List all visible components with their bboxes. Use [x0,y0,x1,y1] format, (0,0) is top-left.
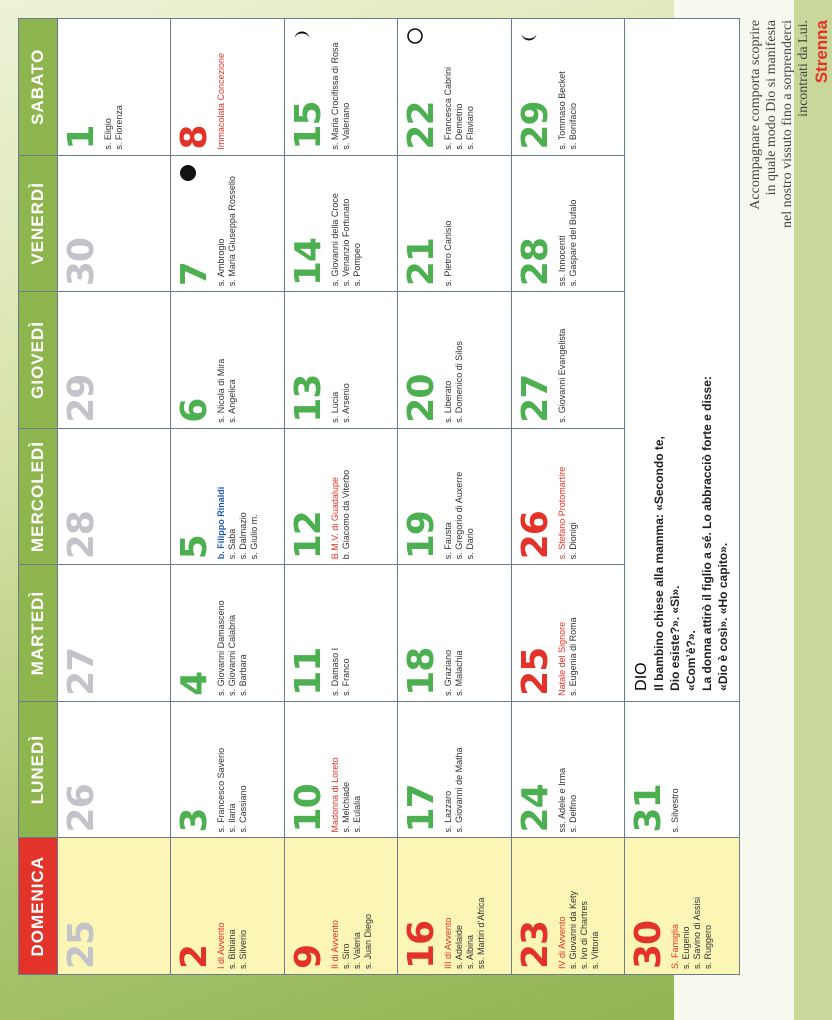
saint-name: Immacolata Concezione [216,53,227,150]
day-cell [58,292,170,428]
day-number: 12 [287,511,329,560]
saint-name: s. Flaviano [465,106,476,150]
day-cell [398,838,510,974]
saints-list [216,434,260,560]
day-cell [398,19,510,155]
saint-name: b. Filippo Rinaldi [216,486,227,560]
moon-new-icon [179,164,197,182]
day-number: 24 [514,784,556,833]
saints-list [443,707,465,833]
saint-name: II di Avvento [329,920,340,969]
saint-name: s. Valeriano [340,102,351,150]
day-cell [512,702,624,838]
saint-name: s. Tommaso Becket [556,71,567,150]
saint-name: Madonna di Loreto [329,757,340,833]
day-number: 2 [174,944,216,969]
day-number: 27 [514,374,556,423]
day-header: MARTEDÌ [19,565,57,701]
day-cell [625,838,739,974]
story-line: «Dio è così». «Ho capito». [716,542,730,691]
day-cell [171,156,283,292]
day-number: 11 [287,647,329,696]
strenna-line: incontrati da Lui. [796,20,811,117]
saints-list [216,24,227,150]
saints-list [216,707,249,833]
saint-name: s. Graziano [443,649,454,696]
story-box [625,19,739,701]
strenna-label: Strenna [812,20,831,84]
day-number: 8 [174,125,216,150]
saint-name: s. Eulalia [351,795,362,833]
day-header: GIOVEDÌ [19,292,57,428]
saint-name: s. Stefano Protomartire [556,466,567,560]
moon-first-icon [293,27,311,45]
day-number: 3 [174,808,216,833]
saint-name: III di Avvento [443,917,454,969]
saints-list [330,707,363,833]
day-cell [398,429,510,565]
saints-list [443,24,476,150]
saint-name: s. Giovanni Calabria [227,614,238,696]
day-cell [285,156,397,292]
saints-list [216,161,238,287]
day-number: 28 [61,511,102,560]
saint-name: Natale del Signore [556,621,567,696]
saint-name: s. Gaspare del Bufalo [567,199,578,287]
saints-list [557,24,579,150]
story-line: Il bambino chiese alla mamma: «Secondo te, [652,436,666,691]
day-number: 13 [287,374,329,423]
saint-name: s. Cassiano [238,785,249,833]
saint-name: s. Siro [340,943,351,969]
day-cell [285,19,397,155]
saints-list [557,434,579,560]
day-cell [58,156,170,292]
saints-list [330,161,363,287]
saint-name: s. Pietro Canisio [443,220,454,287]
saint-name: s. Demetrio [454,103,465,150]
day-number: 31 [628,784,669,833]
day-cell [625,702,739,838]
saints-list [670,707,681,833]
saint-name: s. Lucia [329,391,340,423]
moon-last-icon [520,27,538,45]
saint-name: s. Liberato [443,380,454,423]
day-number: 23 [514,920,556,969]
saint-name: s. Malachia [454,650,465,696]
saints-list [443,434,476,560]
saint-name: s. Adelaide [454,924,465,969]
day-number: 5 [174,535,216,560]
day-number: 25 [61,920,102,969]
saint-name: s. Melchiade [340,781,351,833]
day-number: 25 [514,647,556,696]
saint-name: s. Bibiana [227,929,238,969]
day-number: 18 [401,647,443,696]
saint-name: s. Franco [340,658,351,696]
day-cell [512,156,624,292]
day-header: MERCOLEDÌ [19,429,57,565]
saint-name: s. Giulio m. [249,514,260,560]
day-cell [58,702,170,838]
saints-list [330,24,352,150]
saints-list [330,843,374,969]
saints-list [443,843,487,969]
saint-name: s. Maria Crocifissa di Rosa [329,42,340,150]
moon-full-icon [406,27,424,45]
saint-name: s. Albina [465,934,476,969]
day-cell [285,429,397,565]
day-number: 29 [61,374,102,423]
day-cell [171,19,283,155]
day-cell [171,429,283,565]
saints-list [443,297,465,423]
day-cell [58,565,170,701]
day-cell [398,565,510,701]
day-number: 20 [401,374,443,423]
day-header: DOMENICA [19,838,57,974]
saints-list [557,297,568,423]
strenna-box [748,20,831,975]
day-number: 16 [401,920,443,969]
saint-name: s. Silvestro [670,788,680,833]
day-number: 6 [174,398,216,423]
day-cell [398,702,510,838]
story-title: DIO [633,662,650,691]
saint-name: s. Fausta [443,522,454,560]
saint-name: s. Venanzio Fortunato [340,198,351,287]
saint-name: s. Domenico di Silos [454,341,465,423]
saint-name: s. Ivo di Chartres [578,900,589,969]
day-cell [512,429,624,565]
day-cell [285,838,397,974]
saints-list [557,161,579,287]
saint-name: s. Maria Giuseppa Rossello [227,176,238,287]
day-header: LUNEDÌ [19,702,57,838]
saint-name: ss. Innocenti [556,235,567,287]
saints-list [330,570,352,696]
day-number: 28 [514,238,556,287]
saint-name: s. Ambrogio [216,238,227,287]
strenna-line: Accompagnare comporta scoprire [748,20,763,210]
day-cell [512,19,624,155]
saints-list [216,570,249,696]
saints-list [216,843,249,969]
day-cell [285,702,397,838]
day-cell [398,292,510,428]
saint-name: s. Pompeo [351,243,362,287]
saints-list [557,570,579,696]
day-number: 1 [61,125,102,150]
saints-list [557,707,579,833]
saint-name: ss. Adele e Irma [556,767,567,833]
saint-name: s. Fiorenza [114,105,124,150]
day-cell [512,565,624,701]
day-number: 26 [514,511,556,560]
day-number: 19 [401,511,443,560]
saint-name: s. Eugenio [681,926,691,969]
saints-list [443,570,465,696]
day-number: 15 [287,101,329,150]
saint-name: s. Eugenia di Roma [567,617,578,696]
day-cell [58,19,170,155]
saint-name: s. Ruggero [703,924,713,969]
day-number: 30 [61,238,102,287]
saint-name: s. Giovanni da Kety [567,890,578,969]
saint-name: s. Giovanni Damasceno [216,600,227,696]
saints-list [557,843,601,969]
day-number: 27 [61,647,102,696]
strenna-line: nel nostro vissuto fino a sorprenderci [780,20,795,229]
saint-name: s. Eligio [103,118,113,150]
saint-name: s. Arsenio [340,383,351,423]
saint-name: s. Vittoria [589,931,600,969]
story-line: Dio esiste?». «Sì». [668,585,682,691]
day-cell [512,838,624,974]
day-cell [171,565,283,701]
day-number: 30 [628,920,669,969]
story-line: La donna attirò il figlio a sé. Lo abbracciò forte e disse: [700,376,714,691]
saints-list [330,434,352,560]
saint-name: s. Damaso I [329,647,340,696]
day-number: 9 [287,944,329,969]
saint-name: s. Giovanni della Croce [329,193,340,287]
day-number: 17 [401,784,443,833]
day-number: 10 [287,784,329,833]
day-number: 29 [514,101,556,150]
day-cell [512,292,624,428]
saint-name: s. Dario [465,528,476,560]
saint-name: s. Dionigi [567,522,578,560]
saints-list [670,843,714,969]
saint-name: s. Delfino [567,794,578,833]
saint-name: s. Francesco Saverio [216,747,227,833]
day-cell [285,565,397,701]
saint-name: I di Avvento [216,922,227,969]
saints-list [216,297,238,423]
saint-name: b. Giacomo da Viterbo [340,469,351,560]
saint-name: s. Giovanni Evangelista [556,328,567,423]
day-number: 21 [401,238,443,287]
saint-name: s. Bonifacio [567,103,578,150]
saint-name: ss. Martiri d’Africa [476,897,487,969]
saint-name: s. Juan Diego [362,913,373,969]
day-number: 7 [174,262,216,287]
day-header: SABATO [19,19,57,155]
saint-name: s. Angelica [227,379,238,423]
day-number: 4 [174,671,216,696]
saint-name: s. Valeria [351,932,362,969]
saint-name: s. Giovanni de Matha [454,747,465,833]
day-cell [285,292,397,428]
day-cell [171,702,283,838]
saint-name: s. Ilaria [227,803,238,833]
saint-name: s. Dalmazio [238,512,249,560]
saints-list [443,161,454,287]
saint-name: s. Barbara [238,654,249,696]
saint-name: s. Gregorio di Auxerre [454,471,465,560]
saint-name: S. Famiglia [670,923,680,969]
strenna-line: in quale modo Dio si manifesta [764,20,779,196]
saints-list [103,24,125,150]
day-number: 14 [287,238,329,287]
saint-name: B.M.V. di Guadalupe [329,477,340,560]
saint-name: s. Nicola di Mira [216,358,227,423]
calendar-grid [18,18,740,975]
saints-list [330,297,352,423]
day-number: 22 [401,101,443,150]
day-number: 26 [61,784,102,833]
saint-name: s. Saba [227,528,238,560]
day-cell [398,156,510,292]
saint-name: s. Silverio [238,929,249,969]
story-line: «Com’è?». [684,630,698,691]
saint-name: s. Lazzaro [443,790,454,833]
saint-name: s. Francesca Cabrini [443,67,454,150]
day-cell [171,292,283,428]
day-header: VENERDÌ [19,156,57,292]
day-cell [58,838,170,974]
saint-name: IV di Avvento [556,916,567,969]
day-cell [58,429,170,565]
saint-name: s. Savino di Assisi [692,896,702,969]
day-cell [171,838,283,974]
